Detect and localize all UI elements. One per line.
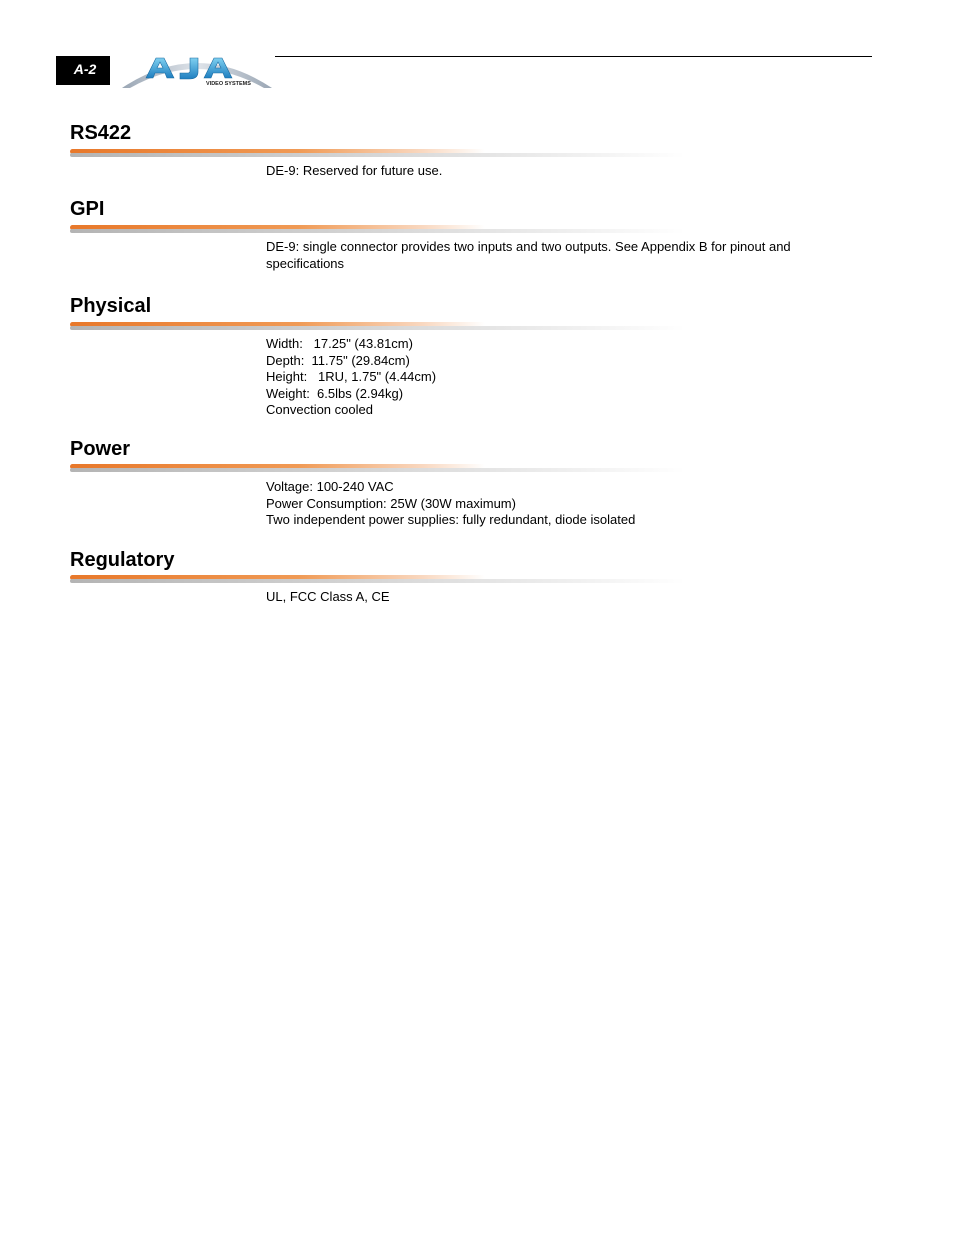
spec-line: UL, FCC Class A, CE (266, 589, 390, 604)
header-rule (275, 56, 872, 57)
page-number: A-2 (73, 61, 97, 77)
section-body-regulatory (266, 589, 846, 606)
spec-line: Weight: 6.5lbs (2.94kg) (266, 385, 404, 401)
aja-logo-subtext: VIDEO SYSTEMS (206, 81, 251, 87)
section-body-physical (266, 336, 846, 419)
section-title-rs422: RS422 (70, 122, 132, 144)
spec-line: Height: 1RU, 1.75" (4.44cm) (266, 369, 437, 384)
section-divider (70, 574, 685, 583)
section-title-regulatory: Regulatory (70, 549, 175, 571)
section-divider (70, 148, 685, 157)
section-body-rs422 (266, 163, 846, 180)
spec-line: DE-9: single connector provides two inputs and two outputs. See Appendix B for pinout and (266, 239, 791, 254)
spec-line: Power Consumption: 25W (30W maximum) (266, 495, 516, 511)
spec-line: Depth: 11.75" (29.84cm) (266, 352, 410, 368)
spec-line: Width: 17.25" (43.81cm) (266, 336, 413, 351)
spec-line: Two independent power supplies: fully redundant, diode isolated (266, 512, 636, 527)
spec-line: DE-9: Reserved for future use. (266, 163, 443, 178)
spec-line: specifications (266, 255, 345, 271)
section-title-physical: Physical (70, 295, 152, 317)
aja-logo (118, 52, 276, 90)
section-divider (70, 321, 685, 330)
section-body-gpi (266, 239, 846, 272)
section-body-power (266, 479, 846, 529)
page-number-tab (56, 56, 110, 85)
section-title-gpi: GPI (70, 198, 105, 220)
section-divider (70, 224, 685, 233)
section-title-power: Power (70, 438, 131, 460)
spec-line: Convection cooled (266, 402, 373, 417)
spec-line: Voltage: 100-240 VAC (266, 479, 394, 494)
section-divider (70, 463, 685, 472)
